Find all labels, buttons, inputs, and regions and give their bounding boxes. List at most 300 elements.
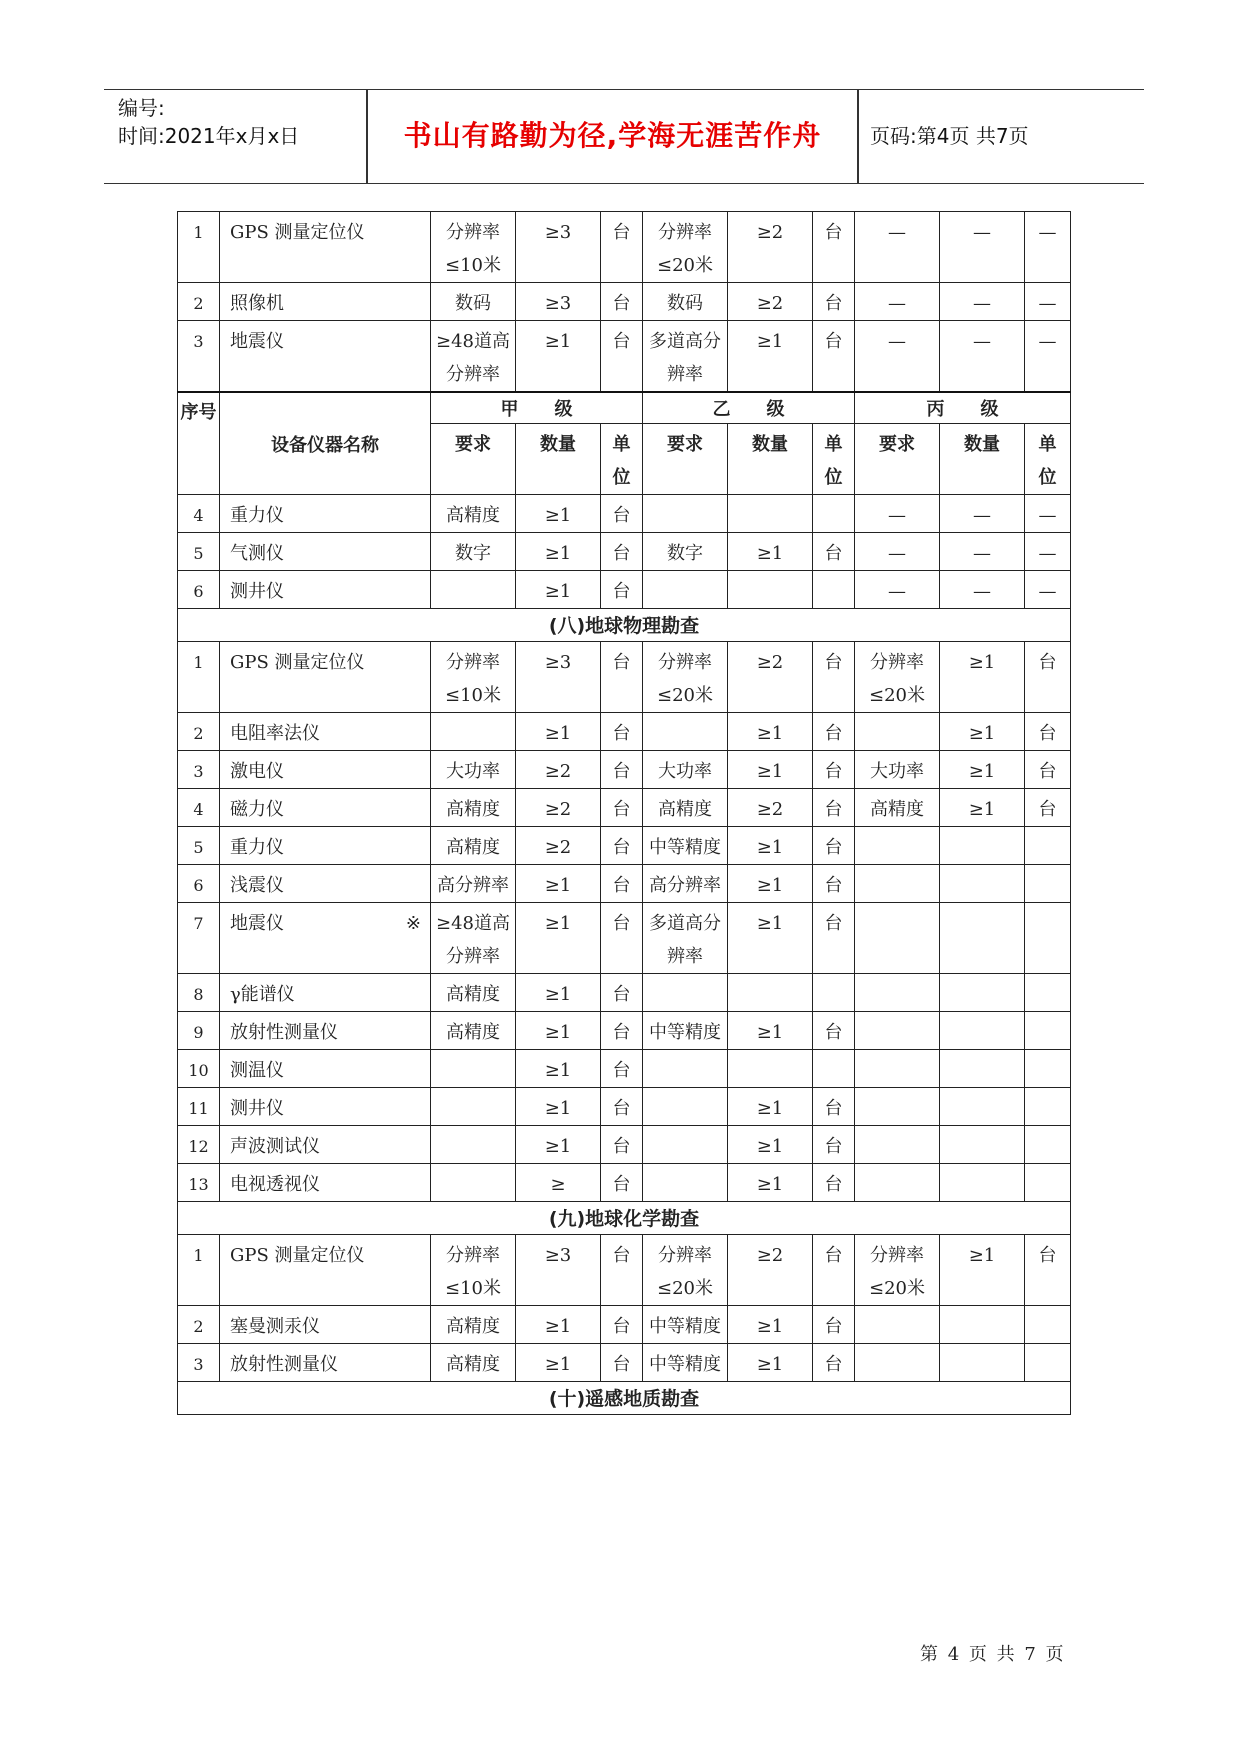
grade-a-req: ≥48道高分辨率 — [431, 321, 516, 393]
row-name-text: GPS 测量定位仪 — [230, 652, 365, 673]
grade-b-qty: ≥1 — [728, 1088, 813, 1126]
grade-a-qty: ≥1 — [516, 571, 601, 609]
grade-c-unit — [1025, 1012, 1071, 1050]
grade-a-req: ≥48道高分辨率 — [431, 903, 516, 974]
row-equipment-name — [220, 903, 431, 974]
section-8-title: (八)地球物理勘查 — [178, 609, 1071, 642]
row-equipment-name — [220, 212, 431, 283]
row-index: 4 — [178, 495, 220, 533]
grade-b-qty: ≥2 — [728, 789, 813, 827]
grade-b-unit: 台 — [813, 212, 855, 283]
grade-b-req: 中等精度 — [643, 1344, 728, 1382]
row-equipment-name — [220, 1012, 431, 1050]
table-row — [178, 1344, 1071, 1382]
grade-c-req — [855, 974, 940, 1012]
row-equipment-name — [220, 283, 431, 321]
grade-c-unit: — — [1025, 495, 1071, 533]
grade-c-qty: ≥1 — [940, 713, 1025, 751]
grade-a-qty: ≥3 — [516, 212, 601, 283]
serial-label: 编号: — [118, 96, 165, 120]
grade-a-unit: 台 — [601, 642, 643, 713]
grade-a-unit: 台 — [601, 789, 643, 827]
grade-a-req: 高分辨率 — [431, 865, 516, 903]
grade-a-req: 分辨率≤10米 — [431, 1235, 516, 1306]
page-footer: 第 4 页 共 7 页 — [920, 1644, 1066, 1665]
grade-b-unit: 台 — [813, 1344, 855, 1382]
grade-a-unit: 台 — [601, 1306, 643, 1344]
grade-c-unit — [1025, 1164, 1071, 1202]
grade-b-unit — [813, 495, 855, 533]
grade-b-unit: 台 — [813, 321, 855, 393]
sub-header-qty: 数量 — [728, 424, 813, 495]
grade-a-unit: 台 — [601, 827, 643, 865]
grade-c-unit — [1025, 827, 1071, 865]
row-name-text: 测井仪 — [230, 1098, 284, 1119]
table-top-rows — [178, 212, 1071, 393]
header-divider — [857, 90, 859, 183]
row-index: 1 — [178, 212, 220, 283]
grade-b-unit: 台 — [813, 1306, 855, 1344]
grade-a-qty: ≥2 — [516, 751, 601, 789]
grade-c-header: 丙 级 — [855, 392, 1071, 424]
grade-a-unit: 台 — [601, 713, 643, 751]
row-equipment-name — [220, 495, 431, 533]
grade-c-req — [855, 1088, 940, 1126]
grade-b-req — [643, 571, 728, 609]
row-index: 11 — [178, 1088, 220, 1126]
table-row — [178, 1164, 1071, 1202]
grade-a-unit: 台 — [601, 1164, 643, 1202]
sub-header-unit: 单位 — [1025, 424, 1071, 495]
grade-b-req: 多道高分辨率 — [643, 903, 728, 974]
grade-c-req: — — [855, 212, 940, 283]
grade-a-req: 高精度 — [431, 974, 516, 1012]
grade-a-req — [431, 1050, 516, 1088]
row-name-text: 激电仪 — [230, 761, 284, 782]
grade-b-qty — [728, 571, 813, 609]
row-name-text: 声波测试仪 — [230, 1136, 320, 1157]
row-equipment-name — [220, 713, 431, 751]
grade-c-unit — [1025, 1088, 1071, 1126]
grade-c-qty: — — [940, 571, 1025, 609]
grade-a-qty: ≥1 — [516, 1088, 601, 1126]
table-mid-rows — [178, 495, 1071, 609]
section-title-row — [178, 1202, 1071, 1235]
grade-b-req — [643, 974, 728, 1012]
grade-c-qty — [940, 1050, 1025, 1088]
row-index: 1 — [178, 642, 220, 713]
row-name-text: 地震仪 — [230, 331, 284, 352]
table-header-row — [178, 392, 1071, 424]
table-row — [178, 713, 1071, 751]
grade-b-qty — [728, 1050, 813, 1088]
grade-a-qty: ≥3 — [516, 283, 601, 321]
grade-b-unit: 台 — [813, 283, 855, 321]
grade-a-req — [431, 713, 516, 751]
section-9 — [178, 1202, 1071, 1235]
grade-c-unit: — — [1025, 533, 1071, 571]
grade-a-req: 高精度 — [431, 1306, 516, 1344]
sub-header-qty: 数量 — [940, 424, 1025, 495]
grade-b-qty: ≥2 — [728, 283, 813, 321]
grade-c-qty — [940, 903, 1025, 974]
grade-c-req — [855, 1012, 940, 1050]
page-header — [104, 89, 1144, 184]
row-index: 2 — [178, 1306, 220, 1344]
grade-c-req — [855, 1164, 940, 1202]
row-equipment-name — [220, 1306, 431, 1344]
grade-c-qty: — — [940, 212, 1025, 283]
grade-c-unit: — — [1025, 283, 1071, 321]
table-row — [178, 827, 1071, 865]
sub-header-req: 要求 — [855, 424, 940, 495]
grade-a-qty: ≥2 — [516, 789, 601, 827]
header-page-number: 页码:第4页 共7页 — [870, 124, 1029, 148]
grade-c-req — [855, 827, 940, 865]
grade-b-unit: 台 — [813, 533, 855, 571]
grade-a-req — [431, 1088, 516, 1126]
grade-c-qty — [940, 1012, 1025, 1050]
row-equipment-name — [220, 789, 431, 827]
grade-a-req: 大功率 — [431, 751, 516, 789]
grade-b-qty: ≥1 — [728, 827, 813, 865]
row-equipment-name — [220, 865, 431, 903]
header-motto: 书山有路勤为径,学海无涯苦作舟 — [403, 119, 822, 152]
grade-b-unit: 台 — [813, 1126, 855, 1164]
grade-a-unit: 台 — [601, 212, 643, 283]
row-index: 6 — [178, 865, 220, 903]
grade-c-qty: ≥1 — [940, 751, 1025, 789]
grade-c-req: — — [855, 533, 940, 571]
grade-c-qty: — — [940, 283, 1025, 321]
grade-c-qty — [940, 827, 1025, 865]
row-index: 12 — [178, 1126, 220, 1164]
grade-c-unit — [1025, 1126, 1071, 1164]
grade-a-req — [431, 1164, 516, 1202]
grade-b-unit — [813, 1050, 855, 1088]
grade-c-unit: 台 — [1025, 789, 1071, 827]
grade-b-req — [643, 1050, 728, 1088]
row-mark: ※ — [405, 913, 421, 934]
row-index: 5 — [178, 827, 220, 865]
row-name-text: 重力仪 — [230, 837, 284, 858]
row-index: 3 — [178, 751, 220, 789]
grade-b-req: 中等精度 — [643, 1306, 728, 1344]
sub-header-unit: 单位 — [601, 424, 643, 495]
row-index: 1 — [178, 1235, 220, 1306]
grade-a-qty: ≥1 — [516, 1050, 601, 1088]
grade-a-qty: ≥ — [516, 1164, 601, 1202]
grade-c-qty: — — [940, 321, 1025, 393]
grade-a-unit: 台 — [601, 1126, 643, 1164]
grade-a-req: 数码 — [431, 283, 516, 321]
grade-b-qty: ≥2 — [728, 642, 813, 713]
grade-b-req — [643, 1164, 728, 1202]
grade-c-qty — [940, 1306, 1025, 1344]
table-row — [178, 321, 1071, 393]
grade-a-qty: ≥1 — [516, 533, 601, 571]
grade-c-req — [855, 1050, 940, 1088]
grade-a-req: 分辨率≤10米 — [431, 212, 516, 283]
row-index: 10 — [178, 1050, 220, 1088]
table-row — [178, 283, 1071, 321]
row-name-text: 气测仪 — [230, 543, 284, 564]
grade-b-req — [643, 713, 728, 751]
grade-a-unit: 台 — [601, 1088, 643, 1126]
section-8-rows — [178, 642, 1071, 1202]
grade-a-unit: 台 — [601, 321, 643, 393]
grade-b-qty: ≥1 — [728, 1012, 813, 1050]
grade-a-req — [431, 1126, 516, 1164]
grade-c-req — [855, 1306, 940, 1344]
grade-c-qty: — — [940, 495, 1025, 533]
grade-a-req — [431, 571, 516, 609]
row-index: 13 — [178, 1164, 220, 1202]
row-index: 3 — [178, 321, 220, 393]
grade-b-qty: ≥2 — [728, 1235, 813, 1306]
sub-header-unit: 单位 — [813, 424, 855, 495]
table-row — [178, 1050, 1071, 1088]
row-equipment-name — [220, 751, 431, 789]
row-equipment-name — [220, 1344, 431, 1382]
row-name-text: 浅震仪 — [230, 875, 284, 896]
table-row — [178, 789, 1071, 827]
grade-c-unit — [1025, 865, 1071, 903]
grade-c-qty — [940, 1088, 1025, 1126]
grade-b-unit: 台 — [813, 865, 855, 903]
grade-c-req: 高精度 — [855, 789, 940, 827]
grade-a-qty: ≥1 — [516, 865, 601, 903]
header-meta — [118, 94, 299, 150]
grade-c-qty — [940, 865, 1025, 903]
grade-c-qty — [940, 974, 1025, 1012]
grade-b-unit: 台 — [813, 642, 855, 713]
grade-a-unit: 台 — [601, 533, 643, 571]
grade-b-unit: 台 — [813, 827, 855, 865]
row-equipment-name — [220, 1164, 431, 1202]
row-equipment-name — [220, 1050, 431, 1088]
row-index: 8 — [178, 974, 220, 1012]
grade-a-unit: 台 — [601, 865, 643, 903]
grade-c-unit: 台 — [1025, 713, 1071, 751]
grade-a-qty: ≥1 — [516, 1126, 601, 1164]
grade-b-qty: ≥1 — [728, 1164, 813, 1202]
grade-b-req — [643, 1088, 728, 1126]
grade-b-qty: ≥1 — [728, 1306, 813, 1344]
grade-a-req: 高精度 — [431, 789, 516, 827]
grade-a-unit: 台 — [601, 1344, 643, 1382]
grade-a-qty: ≥1 — [516, 321, 601, 393]
grade-b-unit: 台 — [813, 789, 855, 827]
grade-c-qty — [940, 1164, 1025, 1202]
grade-a-unit: 台 — [601, 903, 643, 974]
grade-a-qty: ≥3 — [516, 642, 601, 713]
row-name-text: GPS 测量定位仪 — [230, 1245, 365, 1266]
grade-a-req: 高精度 — [431, 495, 516, 533]
grade-a-req: 高精度 — [431, 1344, 516, 1382]
grade-b-qty: ≥1 — [728, 903, 813, 974]
grade-c-req: 大功率 — [855, 751, 940, 789]
grade-b-qty: ≥1 — [728, 865, 813, 903]
grade-c-qty: — — [940, 533, 1025, 571]
grade-b-unit: 台 — [813, 1235, 855, 1306]
grade-b-req: 多道高分辨率 — [643, 321, 728, 393]
row-equipment-name — [220, 1088, 431, 1126]
grade-b-unit: 台 — [813, 751, 855, 789]
grade-b-unit: 台 — [813, 1088, 855, 1126]
section-title-row — [178, 609, 1071, 642]
row-index: 9 — [178, 1012, 220, 1050]
row-name-text: 放射性测量仪 — [230, 1022, 338, 1043]
row-name-text: 测井仪 — [230, 581, 284, 602]
row-index: 5 — [178, 533, 220, 571]
table-header — [178, 392, 1071, 495]
grade-b-req: 分辨率≤20米 — [643, 1235, 728, 1306]
grade-b-unit — [813, 974, 855, 1012]
row-name-text: 磁力仪 — [230, 799, 284, 820]
grade-c-req: 分辨率≤20米 — [855, 642, 940, 713]
grade-a-qty: ≥1 — [516, 495, 601, 533]
grade-b-unit: 台 — [813, 1012, 855, 1050]
grade-c-req — [855, 865, 940, 903]
grade-c-unit: 台 — [1025, 642, 1071, 713]
sub-header-req: 要求 — [643, 424, 728, 495]
row-equipment-name — [220, 1126, 431, 1164]
grade-a-qty: ≥1 — [516, 974, 601, 1012]
sub-header-req: 要求 — [431, 424, 516, 495]
row-index: 7 — [178, 903, 220, 974]
row-equipment-name — [220, 321, 431, 393]
grade-c-req — [855, 713, 940, 751]
grade-c-qty — [940, 1344, 1025, 1382]
table-row — [178, 1088, 1071, 1126]
row-name-text: 放射性测量仪 — [230, 1354, 338, 1375]
row-name-text: γ能谱仪 — [230, 984, 295, 1005]
grade-c-unit — [1025, 1050, 1071, 1088]
grade-a-req: 数字 — [431, 533, 516, 571]
row-index: 4 — [178, 789, 220, 827]
grade-a-unit: 台 — [601, 1235, 643, 1306]
time-label: 时间:2021年x月x日 — [118, 124, 300, 148]
grade-c-req: — — [855, 495, 940, 533]
sub-header-qty: 数量 — [516, 424, 601, 495]
grade-c-unit — [1025, 1344, 1071, 1382]
grade-c-unit: 台 — [1025, 751, 1071, 789]
grade-b-qty: ≥1 — [728, 321, 813, 393]
grade-b-qty: ≥1 — [728, 713, 813, 751]
grade-a-unit: 台 — [601, 974, 643, 1012]
grade-b-qty — [728, 974, 813, 1012]
row-equipment-name — [220, 827, 431, 865]
grade-c-req — [855, 1126, 940, 1164]
row-name-text: 照像机 — [230, 293, 284, 314]
grade-a-qty: ≥1 — [516, 1344, 601, 1382]
col-name-header: 设备仪器名称 — [220, 392, 431, 495]
table-row — [178, 1306, 1071, 1344]
grade-b-req: 大功率 — [643, 751, 728, 789]
grade-c-qty: ≥1 — [940, 789, 1025, 827]
grade-b-req: 分辨率≤20米 — [643, 212, 728, 283]
grade-a-header: 甲 级 — [431, 392, 643, 424]
row-equipment-name — [220, 533, 431, 571]
row-name-text: 电阻率法仪 — [230, 723, 320, 744]
grade-a-qty: ≥1 — [516, 1306, 601, 1344]
row-index: 3 — [178, 1344, 220, 1382]
table-row — [178, 865, 1071, 903]
grade-a-unit: 台 — [601, 283, 643, 321]
row-index: 6 — [178, 571, 220, 609]
grade-b-qty: ≥1 — [728, 1344, 813, 1382]
grade-b-unit: 台 — [813, 1164, 855, 1202]
grade-c-unit — [1025, 974, 1071, 1012]
section-title-row — [178, 1382, 1071, 1415]
table-row — [178, 974, 1071, 1012]
grade-c-unit: — — [1025, 321, 1071, 393]
grade-b-qty: ≥1 — [728, 751, 813, 789]
section-8 — [178, 609, 1071, 642]
table-row — [178, 533, 1071, 571]
grade-c-qty: ≥1 — [940, 1235, 1025, 1306]
row-index: 2 — [178, 713, 220, 751]
row-equipment-name — [220, 571, 431, 609]
row-name-text: 测温仪 — [230, 1060, 284, 1081]
row-equipment-name — [220, 642, 431, 713]
grade-b-unit — [813, 571, 855, 609]
row-name-text: 地震仪 — [230, 913, 284, 934]
grade-b-unit: 台 — [813, 903, 855, 974]
grade-c-req: — — [855, 571, 940, 609]
grade-c-unit — [1025, 903, 1071, 974]
grade-b-req: 分辨率≤20米 — [643, 642, 728, 713]
grade-b-qty: ≥2 — [728, 212, 813, 283]
grade-b-qty — [728, 495, 813, 533]
grade-a-unit: 台 — [601, 495, 643, 533]
grade-b-req: 中等精度 — [643, 1012, 728, 1050]
grade-b-unit: 台 — [813, 713, 855, 751]
grade-a-unit: 台 — [601, 751, 643, 789]
table-row — [178, 1126, 1071, 1164]
grade-a-qty: ≥3 — [516, 1235, 601, 1306]
grade-b-qty: ≥1 — [728, 533, 813, 571]
grade-b-header: 乙 级 — [643, 392, 855, 424]
table-row — [178, 751, 1071, 789]
table-row — [178, 903, 1071, 974]
grade-b-req: 高精度 — [643, 789, 728, 827]
grade-a-unit: 台 — [601, 1050, 643, 1088]
grade-b-req: 高分辨率 — [643, 865, 728, 903]
grade-a-qty: ≥1 — [516, 713, 601, 751]
grade-a-req: 高精度 — [431, 827, 516, 865]
row-equipment-name — [220, 1235, 431, 1306]
grade-c-qty: ≥1 — [940, 642, 1025, 713]
row-name-text: 电视透视仪 — [230, 1174, 320, 1195]
grade-a-qty: ≥1 — [516, 1012, 601, 1050]
grade-a-qty: ≥2 — [516, 827, 601, 865]
grade-c-req: — — [855, 321, 940, 393]
grade-a-qty: ≥1 — [516, 903, 601, 974]
row-index: 2 — [178, 283, 220, 321]
grade-c-unit: — — [1025, 571, 1071, 609]
grade-b-qty: ≥1 — [728, 1126, 813, 1164]
grade-b-req — [643, 495, 728, 533]
section-10 — [178, 1382, 1071, 1415]
grade-c-unit: 台 — [1025, 1235, 1071, 1306]
table-row — [178, 571, 1071, 609]
grade-c-qty — [940, 1126, 1025, 1164]
grade-a-unit: 台 — [601, 571, 643, 609]
table-row — [178, 212, 1071, 283]
grade-a-unit: 台 — [601, 1012, 643, 1050]
